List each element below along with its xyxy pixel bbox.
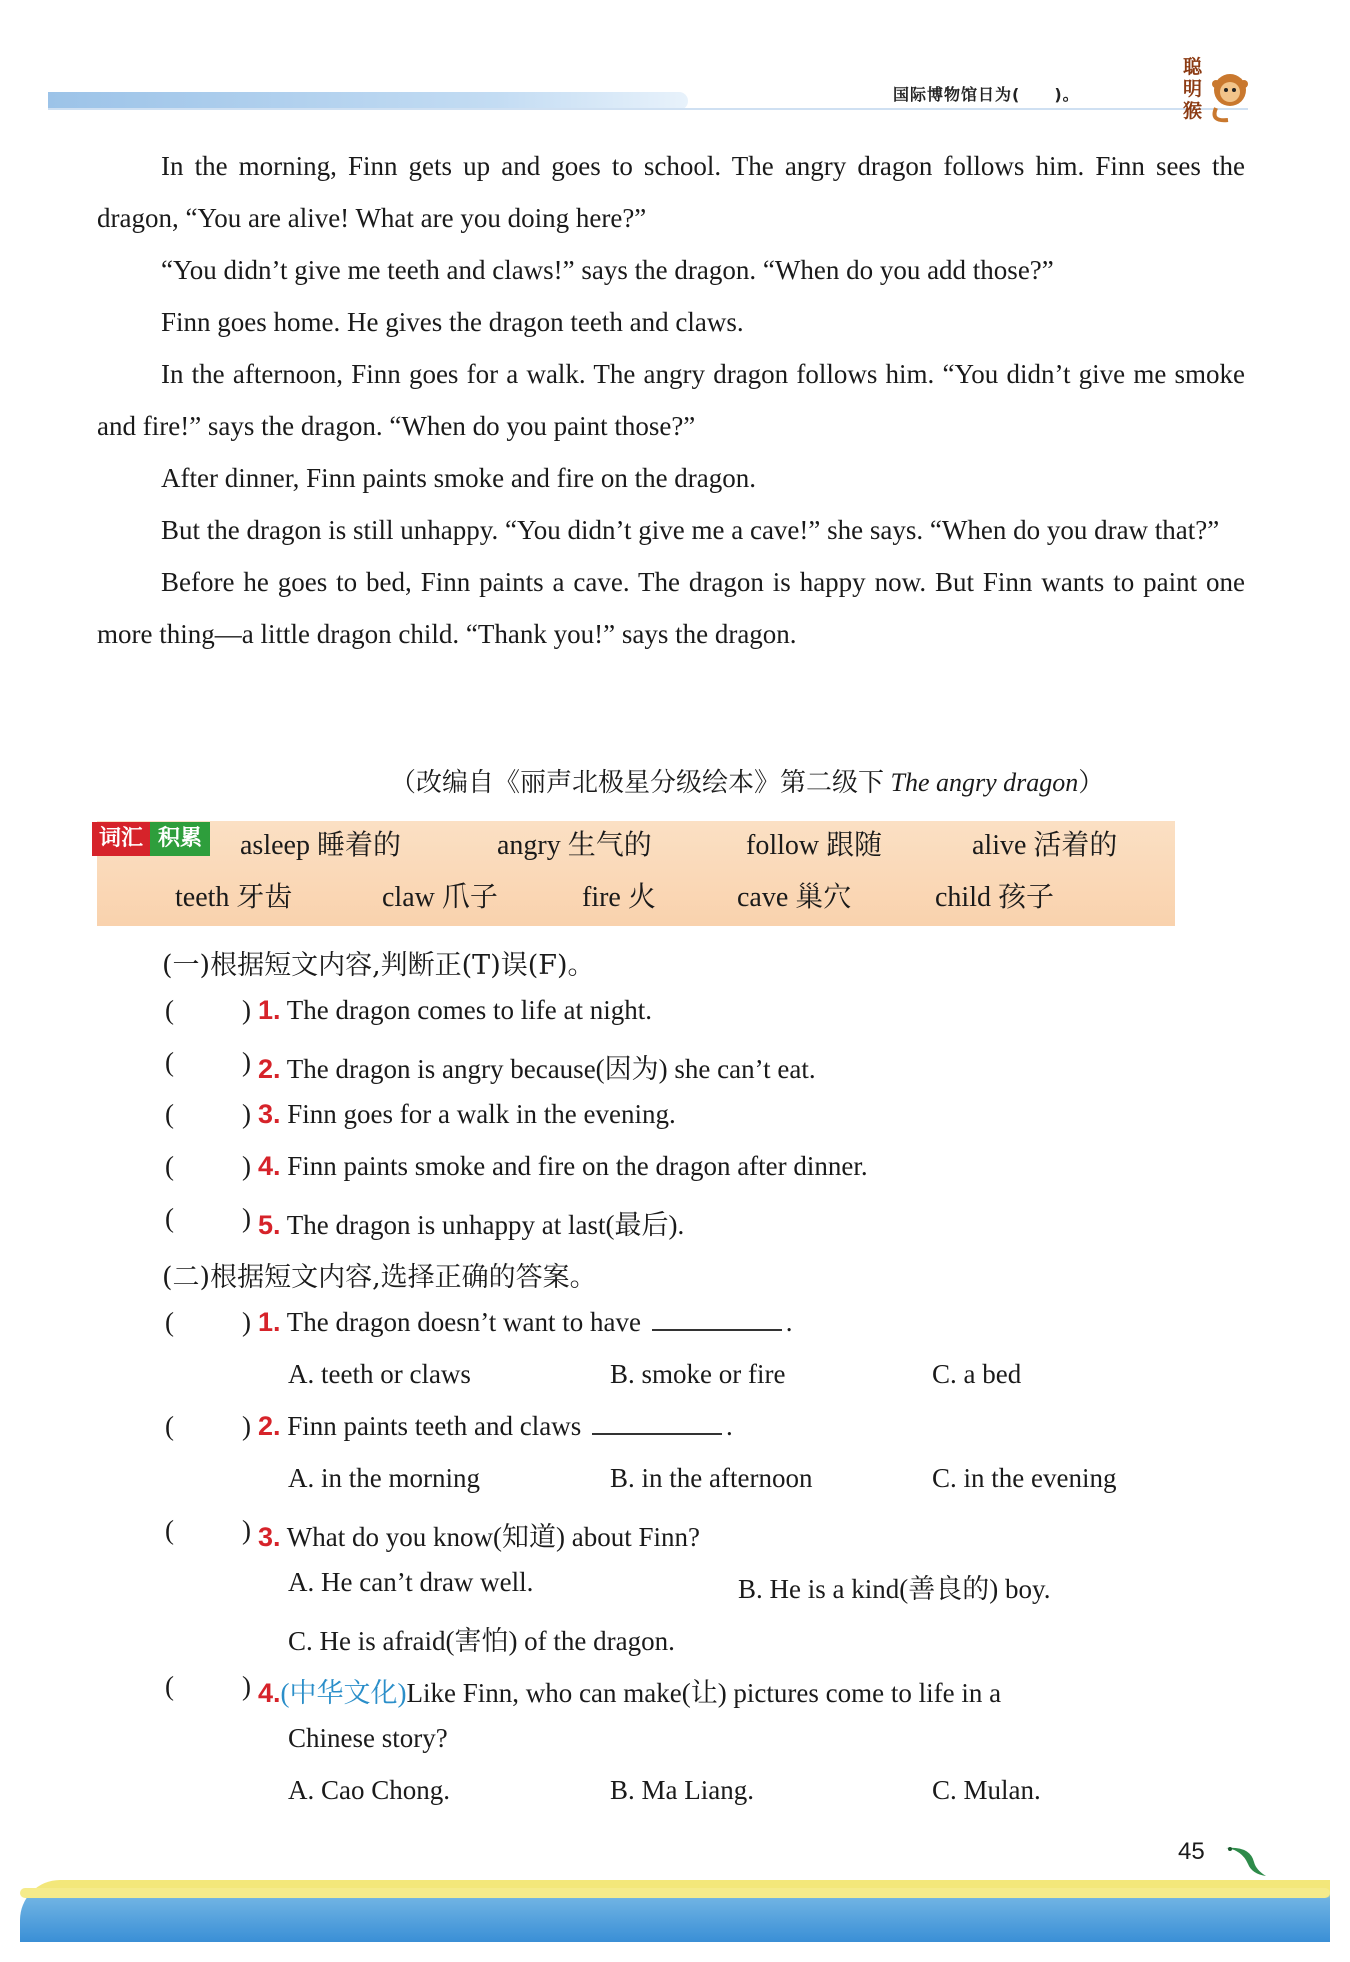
story-paragraph: In the morning, Finn gets up and goes to school. The angry dragon follows him. Finn sees the dragon, “You are alive! What are you doing here?” xyxy=(97,151,1245,233)
citation-prefix: （改编自《丽声北极星分级绘本》第二级下 xyxy=(390,768,885,797)
mc-option: C. a bed xyxy=(932,1359,1022,1389)
mc-option: A. in the morning xyxy=(288,1463,480,1493)
story-paragraph: After dinner, Finn paints smoke and fire on the dragon. xyxy=(161,463,757,493)
mc-question-2: 2. Finn paints teeth and claws . xyxy=(258,1411,733,1441)
answer-close-paren: ) xyxy=(242,1047,251,1077)
part1-heading: (一)根据短文内容,判断正(T)误(F)。 xyxy=(162,950,595,981)
answer-blank xyxy=(652,1307,782,1331)
answer-close-paren: ) xyxy=(242,1411,251,1441)
vocab-word: asleep 睡着的 xyxy=(240,830,401,861)
mc-question-1: 1. The dragon doesn’t want to have . xyxy=(258,1307,793,1337)
story-text xyxy=(97,140,1245,660)
header-rule xyxy=(48,108,1248,110)
vocab-tag xyxy=(92,822,210,856)
answer-blank xyxy=(592,1411,722,1435)
mc-option: B. in the afternoon xyxy=(610,1463,813,1493)
answer-open-paren: ( xyxy=(165,1203,174,1233)
vocab-word: child 孩子 xyxy=(935,882,1054,913)
tf-item-5: 5. The dragon is unhappy at last(最后). xyxy=(258,1210,685,1240)
tf-item-2: 2. The dragon is angry because(因为) she can’t eat. xyxy=(258,1054,816,1084)
mc-option: C. He is afraid(害怕) of the dragon. xyxy=(288,1626,675,1656)
tf-item-1: 1. The dragon comes to life at night. xyxy=(258,995,652,1025)
tf-item-4: 4. Finn paints smoke and fire on the dragon after dinner. xyxy=(258,1151,868,1181)
vocab-word: fire 火 xyxy=(582,882,656,913)
mascot-label: 聪明猴 xyxy=(1183,56,1203,122)
story-citation xyxy=(390,762,1104,799)
answer-open-paren: ( xyxy=(165,1307,174,1337)
culture-tag: (中华文化) xyxy=(280,1678,407,1708)
answer-close-paren: ) xyxy=(242,1515,251,1545)
vocab-word: cave 巢穴 xyxy=(737,882,852,913)
vocab-word: angry 生气的 xyxy=(497,830,652,861)
answer-close-paren: ) xyxy=(242,1671,251,1701)
vocab-word: teeth 牙齿 xyxy=(175,882,293,913)
answer-close-paren: ) xyxy=(242,1151,251,1181)
answer-close-paren: ) xyxy=(242,1307,251,1337)
mc-option: C. Mulan. xyxy=(932,1775,1041,1805)
header-question: 国际博物馆日为( )。 xyxy=(893,85,1080,104)
mc-question-4-cont: Chinese story? xyxy=(288,1723,448,1753)
part2-heading: (二)根据短文内容,选择正确的答案。 xyxy=(162,1262,597,1293)
answer-close-paren: ) xyxy=(242,995,251,1025)
story-paragraph: Finn goes home. He gives the dragon teeth and claws. xyxy=(161,307,744,337)
vocab-word: alive 活着的 xyxy=(972,830,1118,861)
mc-option: A. He can’t draw well. xyxy=(288,1567,534,1597)
mc-question-3: 3. What do you know(知道) about Finn? xyxy=(258,1522,700,1552)
mc-option: A. Cao Chong. xyxy=(288,1775,450,1805)
answer-close-paren: ) xyxy=(242,1203,251,1233)
answer-open-paren: ( xyxy=(165,1047,174,1077)
footer-wave xyxy=(20,1888,1330,1898)
story-paragraph: But the dragon is still unhappy. “You didn’t give me a cave!” she says. “When do you draw that?” xyxy=(161,515,1220,545)
vocab-word: follow 跟随 xyxy=(746,830,883,861)
answer-open-paren: ( xyxy=(165,1151,174,1181)
story-paragraph: “You didn’t give me teeth and claws!” says the dragon. “When do you add those?” xyxy=(161,255,1054,285)
mc-option: B. smoke or fire xyxy=(610,1359,786,1389)
story-paragraph: Before he goes to bed, Finn paints a cave. The dragon is happy now. But Finn wants to paint one more thing—a little dragon child. “Thank you!” says the dragon. xyxy=(97,567,1245,649)
lizard-decoration-icon xyxy=(1222,1840,1270,1880)
mc-question-4: 4.(中华文化)Like Finn, who can make(让) pictures come to life in a xyxy=(258,1678,1002,1708)
answer-open-paren: ( xyxy=(165,1671,174,1701)
tf-item-3: 3. Finn goes for a walk in the evening. xyxy=(258,1099,676,1129)
story-paragraph: In the afternoon, Finn goes for a walk. The angry dragon follows him. “You didn’t give me smoke and fire!” says the dragon. “When do you paint those?” xyxy=(97,359,1245,441)
answer-open-paren: ( xyxy=(165,1411,174,1441)
answer-close-paren: ) xyxy=(242,1099,251,1129)
answer-open-paren: ( xyxy=(165,995,174,1025)
mc-option: B. He is a kind(善良的) boy. xyxy=(738,1574,1051,1604)
citation-suffix: ） xyxy=(1078,768,1105,797)
answer-open-paren: ( xyxy=(165,1515,174,1545)
vocab-word: claw 爪子 xyxy=(382,882,498,913)
citation-title: The angry dragon xyxy=(890,768,1079,797)
vocab-tag-part2: 积累 xyxy=(150,822,210,856)
mc-option: B. Ma Liang. xyxy=(610,1775,754,1805)
page-number: 45 xyxy=(1178,1838,1205,1865)
mc-option: A. teeth or claws xyxy=(288,1359,471,1389)
mc-option: C. in the evening xyxy=(932,1463,1117,1493)
vocab-tag-part1: 词汇 xyxy=(92,822,150,856)
answer-open-paren: ( xyxy=(165,1099,174,1129)
